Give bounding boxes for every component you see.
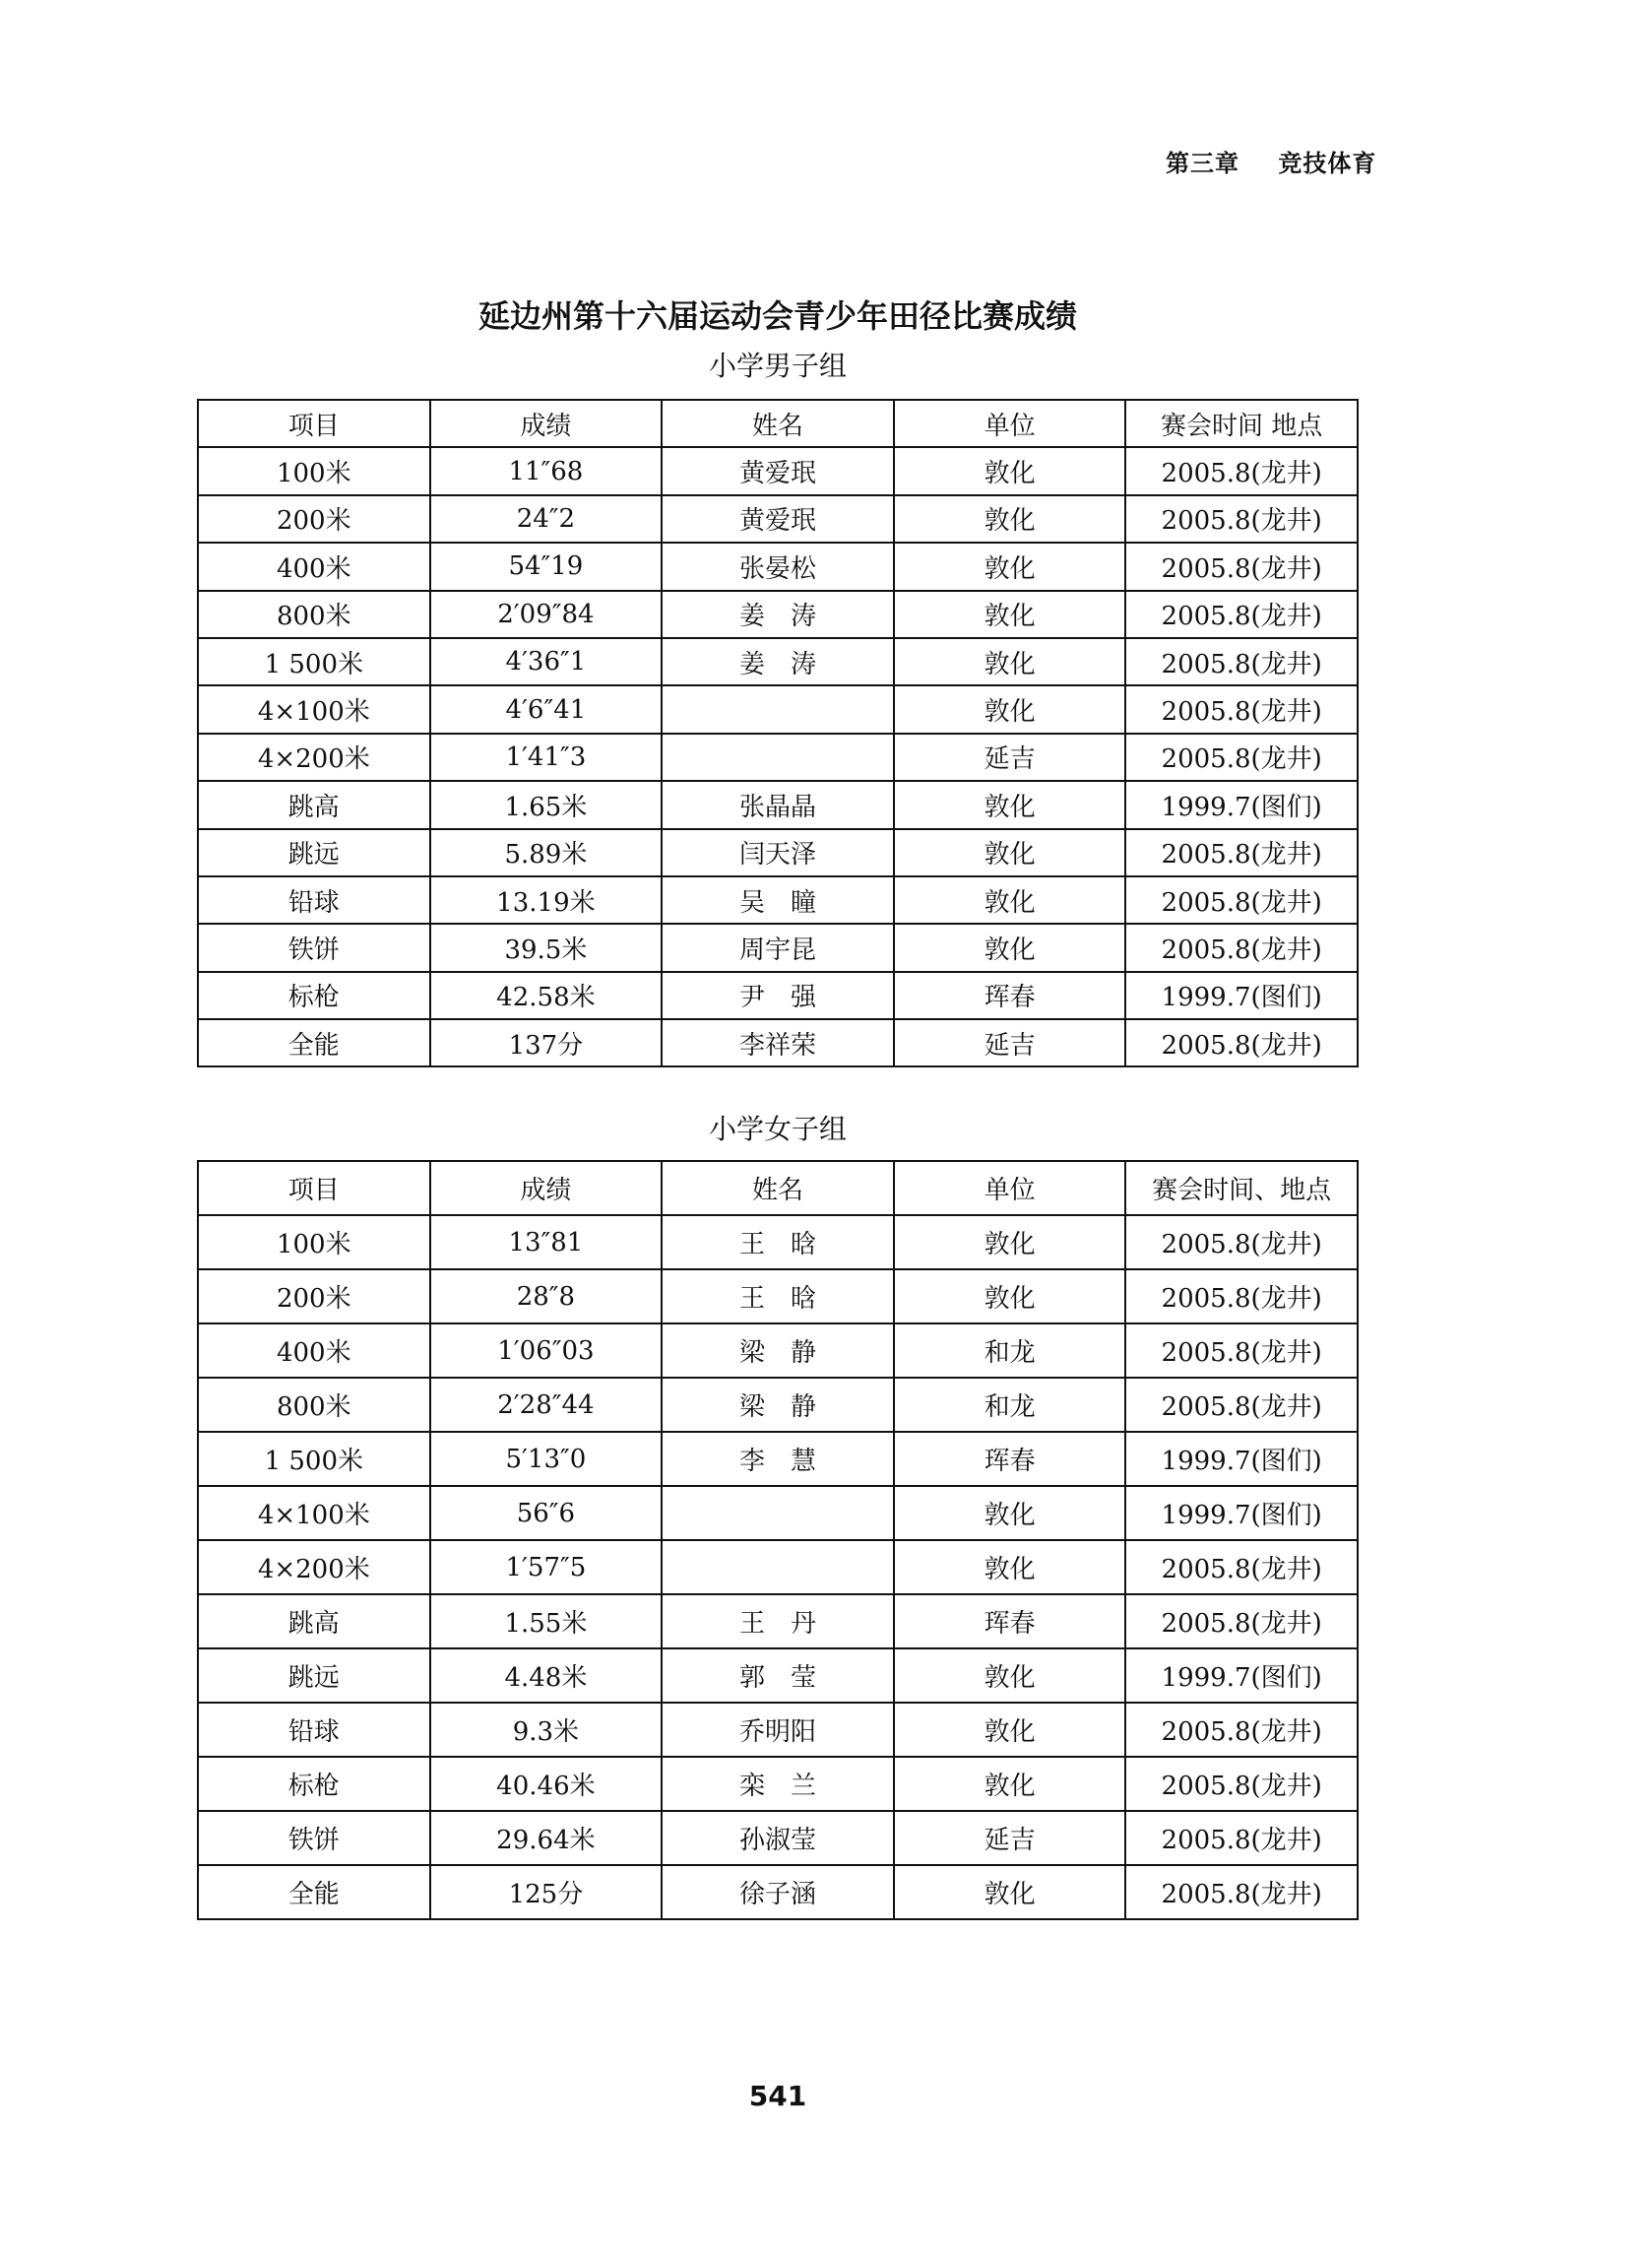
name-cell: 黄爱珉	[662, 447, 894, 494]
event-cell: 1 500米	[198, 1432, 430, 1486]
name-cell: 张晏松	[662, 543, 894, 590]
event-cell: 全能	[198, 1865, 430, 1919]
table-row	[198, 591, 1358, 638]
column-header-unit: 单位	[894, 1161, 1126, 1215]
meet-time-place-cell: 2005.8(龙井)	[1125, 543, 1358, 590]
event-cell: 4×200米	[198, 1540, 430, 1594]
name-cell: 闫天泽	[662, 829, 894, 876]
name-cell: 徐子涵	[662, 1865, 894, 1919]
table-row	[198, 1215, 1358, 1269]
event-cell: 铁饼	[198, 1811, 430, 1865]
meet-time-place-cell: 2005.8(龙井)	[1125, 1323, 1358, 1378]
name-cell: 周宇昆	[662, 924, 894, 971]
meet-time-place-cell: 2005.8(龙井)	[1125, 734, 1358, 781]
event-cell: 100米	[198, 447, 430, 494]
table-row	[198, 1540, 1358, 1594]
name-cell	[662, 734, 894, 781]
document-title: 延边州第十六届运动会青少年田径比赛成绩	[477, 297, 1077, 335]
unit-cell: 珲春	[894, 1432, 1126, 1486]
column-header-result: 成绩	[430, 400, 663, 447]
column-header-unit: 单位	[894, 400, 1126, 447]
event-cell: 200米	[198, 1269, 430, 1323]
result-cell: 56″6	[430, 1486, 663, 1540]
unit-cell: 敦化	[894, 1757, 1126, 1811]
meet-time-place-cell: 2005.8(龙井)	[1125, 1594, 1358, 1648]
table-row	[198, 1757, 1358, 1811]
unit-cell: 敦化	[894, 543, 1126, 590]
result-cell: 2′28″44	[430, 1378, 663, 1432]
unit-cell: 敦化	[894, 638, 1126, 685]
table-row	[198, 734, 1358, 781]
event-cell: 400米	[198, 1323, 430, 1378]
name-cell: 黄爱珉	[662, 495, 894, 543]
result-cell: 39.5米	[430, 924, 663, 971]
section-label: 竞技体育	[1278, 150, 1377, 177]
result-cell: 9.3米	[430, 1703, 663, 1757]
result-cell: 11″68	[430, 447, 663, 494]
page-number: 541	[748, 2080, 807, 2112]
name-cell: 吴 瞳	[662, 876, 894, 924]
boys-group-title: 小学男子组	[708, 350, 847, 382]
event-cell: 铅球	[198, 876, 430, 924]
result-cell: 29.64米	[430, 1811, 663, 1865]
result-cell: 28″8	[430, 1269, 663, 1323]
result-cell: 1.65米	[430, 781, 663, 828]
event-cell: 全能	[198, 1019, 430, 1066]
table-row	[198, 829, 1358, 876]
table-row	[198, 1323, 1358, 1378]
meet-time-place-cell: 1999.7(图们)	[1125, 1432, 1358, 1486]
column-header-meet-time-place: 赛会时间 地点	[1125, 400, 1358, 447]
event-cell: 4×100米	[198, 1486, 430, 1540]
event-cell: 跳远	[198, 829, 430, 876]
result-cell: 40.46米	[430, 1757, 663, 1811]
unit-cell: 延吉	[894, 734, 1126, 781]
name-cell: 王 晗	[662, 1215, 894, 1269]
result-cell: 1′41″3	[430, 734, 663, 781]
meet-time-place-cell: 2005.8(龙井)	[1125, 1757, 1358, 1811]
meet-time-place-cell: 2005.8(龙井)	[1125, 1269, 1358, 1323]
unit-cell: 敦化	[894, 1269, 1126, 1323]
unit-cell: 敦化	[894, 924, 1126, 971]
column-header-result: 成绩	[430, 1161, 663, 1215]
unit-cell: 延吉	[894, 1019, 1126, 1066]
unit-cell: 敦化	[894, 495, 1126, 543]
event-cell: 100米	[198, 1215, 430, 1269]
table-row	[198, 1269, 1358, 1323]
event-cell: 1 500米	[198, 638, 430, 685]
unit-cell: 和龙	[894, 1323, 1126, 1378]
table-row	[198, 1594, 1358, 1648]
boys-results-table	[197, 399, 1359, 1067]
event-cell: 400米	[198, 543, 430, 590]
chapter-label: 第三章	[1166, 150, 1239, 177]
column-header-name: 姓名	[662, 400, 894, 447]
table-row	[198, 447, 1358, 494]
table-row	[198, 1432, 1358, 1486]
table-row	[198, 495, 1358, 543]
unit-cell: 珲春	[894, 972, 1126, 1019]
unit-cell: 敦化	[894, 1865, 1126, 1919]
meet-time-place-cell: 2005.8(龙井)	[1125, 924, 1358, 971]
column-header-meet-time-place: 赛会时间、地点	[1125, 1161, 1358, 1215]
table-row	[198, 924, 1358, 971]
table-header-row	[198, 1161, 1358, 1215]
meet-time-place-cell: 2005.8(龙井)	[1125, 495, 1358, 543]
name-cell: 姜 涛	[662, 591, 894, 638]
girls-results-table	[197, 1160, 1359, 1920]
name-cell	[662, 1486, 894, 1540]
name-cell: 梁 静	[662, 1378, 894, 1432]
meet-time-place-cell: 2005.8(龙井)	[1125, 1215, 1358, 1269]
result-cell: 4′36″1	[430, 638, 663, 685]
result-cell: 137分	[430, 1019, 663, 1066]
meet-time-place-cell: 1999.7(图们)	[1125, 1648, 1358, 1703]
meet-time-place-cell: 2005.8(龙井)	[1125, 638, 1358, 685]
name-cell: 王 丹	[662, 1594, 894, 1648]
girls-group-title: 小学女子组	[708, 1113, 847, 1145]
table-header-row	[198, 400, 1358, 447]
result-cell: 24″2	[430, 495, 663, 543]
result-cell: 1′06″03	[430, 1323, 663, 1378]
event-cell: 跳高	[198, 781, 430, 828]
name-cell	[662, 1540, 894, 1594]
event-cell: 200米	[198, 495, 430, 543]
meet-time-place-cell: 2005.8(龙井)	[1125, 1378, 1358, 1432]
name-cell: 王 晗	[662, 1269, 894, 1323]
name-cell: 梁 静	[662, 1323, 894, 1378]
name-cell: 尹 强	[662, 972, 894, 1019]
result-cell: 1′57″5	[430, 1540, 663, 1594]
meet-time-place-cell: 2005.8(龙井)	[1125, 591, 1358, 638]
name-cell: 栾 兰	[662, 1757, 894, 1811]
table-row	[198, 1378, 1358, 1432]
unit-cell: 延吉	[894, 1811, 1126, 1865]
column-header-name: 姓名	[662, 1161, 894, 1215]
event-cell: 标枪	[198, 972, 430, 1019]
meet-time-place-cell: 1999.7(图们)	[1125, 1486, 1358, 1540]
meet-time-place-cell: 2005.8(龙井)	[1125, 1540, 1358, 1594]
name-cell: 姜 涛	[662, 638, 894, 685]
column-header-event: 项目	[198, 1161, 430, 1215]
event-cell: 标枪	[198, 1757, 430, 1811]
unit-cell: 敦化	[894, 1703, 1126, 1757]
result-cell: 1.55米	[430, 1594, 663, 1648]
unit-cell: 敦化	[894, 876, 1126, 924]
event-cell: 4×200米	[198, 734, 430, 781]
meet-time-place-cell: 2005.8(龙井)	[1125, 447, 1358, 494]
name-cell: 乔明阳	[662, 1703, 894, 1757]
result-cell: 13.19米	[430, 876, 663, 924]
name-cell: 孙淑莹	[662, 1811, 894, 1865]
result-cell: 4′6″41	[430, 685, 663, 733]
name-cell: 郭 莹	[662, 1648, 894, 1703]
meet-time-place-cell: 1999.7(图们)	[1125, 781, 1358, 828]
result-cell: 13″81	[430, 1215, 663, 1269]
event-cell: 800米	[198, 591, 430, 638]
table-row	[198, 1703, 1358, 1757]
unit-cell: 敦化	[894, 1540, 1126, 1594]
unit-cell: 敦化	[894, 1486, 1126, 1540]
name-cell: 李祥荣	[662, 1019, 894, 1066]
table-row	[198, 1019, 1358, 1066]
table-row	[198, 638, 1358, 685]
result-cell: 5′13″0	[430, 1432, 663, 1486]
unit-cell: 敦化	[894, 1215, 1126, 1269]
result-cell: 42.58米	[430, 972, 663, 1019]
event-cell: 4×100米	[198, 685, 430, 733]
meet-time-place-cell: 1999.7(图们)	[1125, 972, 1358, 1019]
table-row	[198, 781, 1358, 828]
event-cell: 800米	[198, 1378, 430, 1432]
unit-cell: 敦化	[894, 781, 1126, 828]
unit-cell: 珲春	[894, 1594, 1126, 1648]
table-row	[198, 876, 1358, 924]
event-cell: 跳远	[198, 1648, 430, 1703]
event-cell: 跳高	[198, 1594, 430, 1648]
unit-cell: 敦化	[894, 591, 1126, 638]
meet-time-place-cell: 2005.8(龙井)	[1125, 1703, 1358, 1757]
result-cell: 5.89米	[430, 829, 663, 876]
result-cell: 54″19	[430, 543, 663, 590]
result-cell: 125分	[430, 1865, 663, 1919]
name-cell	[662, 685, 894, 733]
running-head	[1166, 144, 1422, 178]
meet-time-place-cell: 2005.8(龙井)	[1125, 685, 1358, 733]
table-row	[198, 1648, 1358, 1703]
meet-time-place-cell: 2005.8(龙井)	[1125, 829, 1358, 876]
table-row	[198, 1811, 1358, 1865]
unit-cell: 敦化	[894, 1648, 1126, 1703]
table-row	[198, 972, 1358, 1019]
column-header-event: 项目	[198, 400, 430, 447]
unit-cell: 敦化	[894, 447, 1126, 494]
table-row	[198, 543, 1358, 590]
meet-time-place-cell: 2005.8(龙井)	[1125, 1811, 1358, 1865]
event-cell: 铅球	[198, 1703, 430, 1757]
table-row	[198, 1486, 1358, 1540]
table-row	[198, 685, 1358, 733]
event-cell: 铁饼	[198, 924, 430, 971]
name-cell: 李 慧	[662, 1432, 894, 1486]
result-cell: 4.48米	[430, 1648, 663, 1703]
meet-time-place-cell: 2005.8(龙井)	[1125, 876, 1358, 924]
table-row	[198, 1865, 1358, 1919]
unit-cell: 敦化	[894, 685, 1126, 733]
unit-cell: 敦化	[894, 829, 1126, 876]
name-cell: 张晶晶	[662, 781, 894, 828]
meet-time-place-cell: 2005.8(龙井)	[1125, 1865, 1358, 1919]
unit-cell: 和龙	[894, 1378, 1126, 1432]
meet-time-place-cell: 2005.8(龙井)	[1125, 1019, 1358, 1066]
result-cell: 2′09″84	[430, 591, 663, 638]
